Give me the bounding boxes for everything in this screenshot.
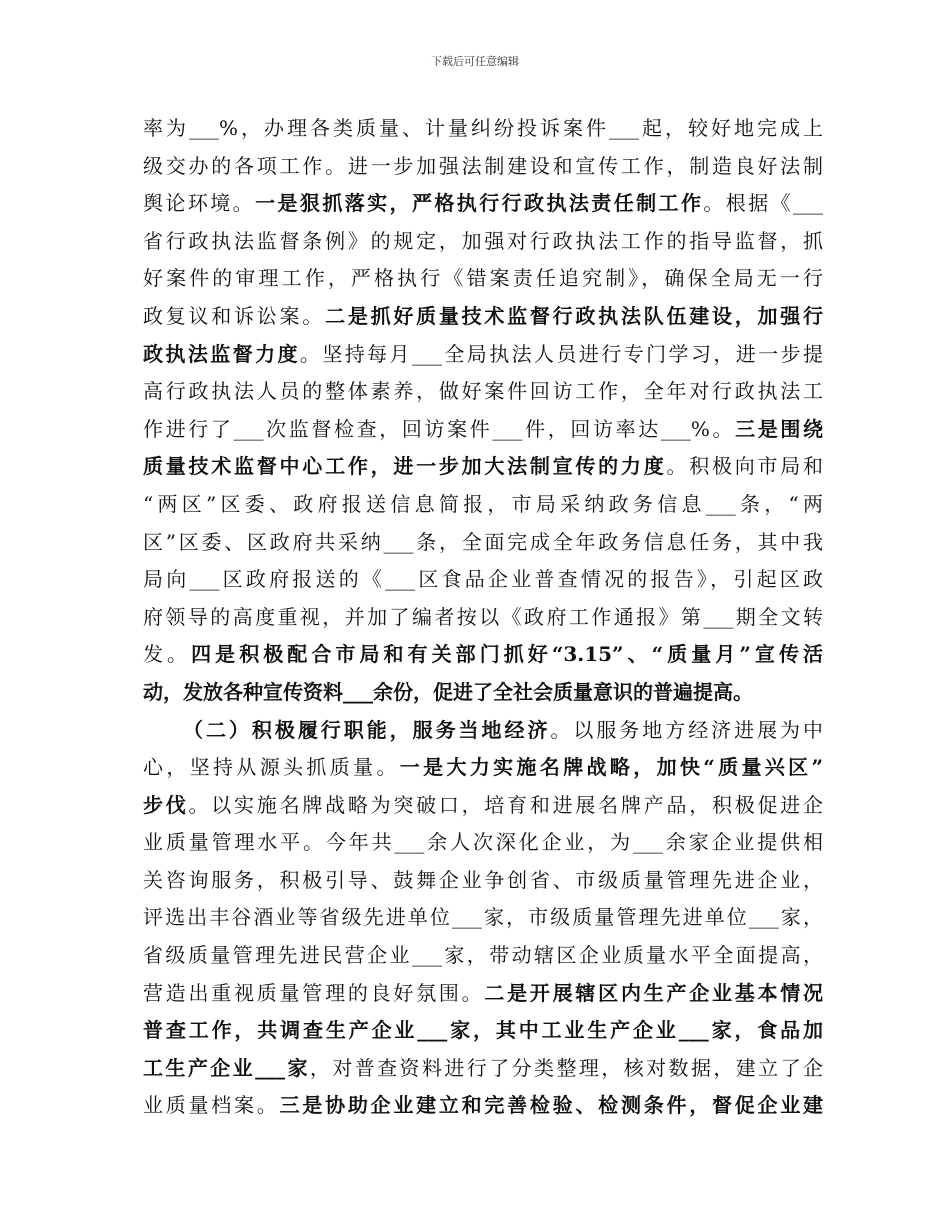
text-segment: 好案件的审理工作，严格执行《错案责任追究制》，确保全局无一行 bbox=[143, 266, 823, 291]
text-line bbox=[143, 975, 823, 1013]
text-segment: 发。 bbox=[143, 642, 192, 667]
text-line bbox=[143, 373, 823, 411]
document-body bbox=[143, 110, 823, 1125]
text-line bbox=[143, 787, 823, 825]
text-line bbox=[143, 448, 823, 486]
text-segment: 营造出重视质量管理的良好氛围。 bbox=[143, 980, 485, 1005]
text-line bbox=[143, 486, 823, 524]
bold-text-segment: 普查工作，共调查生产企业___家，其中工业生产企业___家，食品加 bbox=[143, 1018, 823, 1043]
bold-text-segment: 一是大力实施名牌战略，加快“质量兴区” bbox=[399, 755, 823, 780]
bold-text-segment: 动，发放各种宣传资料___余份，促进了全社会质量意识的普遍提高。 bbox=[143, 679, 753, 704]
bold-text-segment: 工生产企业___家 bbox=[143, 1055, 310, 1080]
bold-text-segment: 二是抓好质量技术监督行政执法队伍建设，加强行 bbox=[325, 303, 823, 328]
bold-text-segment: 四是积极配合市局和有关部门抓好“3.15”、“质量月”宣传活 bbox=[191, 642, 823, 667]
text-segment: “两区”区委、政府报送信息简报，市局采纳政务信息___条，“两 bbox=[143, 491, 823, 516]
text-segment: 评选出丰谷酒业等省级先进单位___家，市级质量管理先进单位___家， bbox=[143, 905, 823, 930]
text-segment: 作进行了___次监督检查，回访案件___件，回访率达___%。 bbox=[143, 416, 736, 441]
text-line bbox=[143, 824, 823, 862]
bold-text-segment: 二是开展辖区内生产企业基本情况 bbox=[484, 980, 823, 1005]
bold-text-segment: 政执法监督力度 bbox=[143, 341, 300, 366]
text-line bbox=[143, 1087, 823, 1125]
text-line bbox=[143, 862, 823, 900]
text-line bbox=[143, 899, 823, 937]
text-line bbox=[143, 260, 823, 298]
text-line bbox=[143, 411, 823, 449]
text-segment: 区”区委、区政府共采纳___条，全面完成全年政务信息任务，其中我 bbox=[143, 529, 823, 554]
text-segment: 。以实施名牌战略为突破口，培育和进展名牌产品，积极促进企 bbox=[188, 792, 823, 817]
text-segment: 省行政执法监督条例》的规定，加强对行政执法工作的指导监督，抓 bbox=[143, 228, 823, 253]
text-segment: 。积极向市局和 bbox=[666, 454, 823, 479]
bold-text-segment: 质量技术监督中心工作，进一步加大法制宣传的力度 bbox=[143, 454, 667, 479]
bold-text-segment: 三是围绕 bbox=[735, 416, 823, 441]
text-segment: 舆论环境。 bbox=[143, 191, 256, 216]
text-line bbox=[143, 937, 823, 975]
text-segment: 关咨询服务，积极引导、鼓舞企业争创省、市级质量管理先进企业， bbox=[143, 867, 823, 892]
text-line bbox=[143, 1050, 823, 1088]
text-segment: 省级质量管理先进民营企业___家，带动辖区企业质量水平全面提高， bbox=[143, 943, 823, 968]
text-segment: 高行政执法人员的整体素养，做好案件回访工作，全年对行政执法工 bbox=[143, 379, 823, 404]
page-header: 下载后可任意编辑 bbox=[431, 55, 519, 68]
bold-text-segment: 三是协助企业建立和完善检验、检测条件，督促企业建 bbox=[279, 1093, 823, 1118]
text-segment: 级交办的各项工作。进一步加强法制建设和宣传工作，制造良好法制 bbox=[143, 153, 823, 178]
text-segment: 。根据《___ bbox=[703, 191, 823, 216]
text-segment: 局向___区政府报送的《___区食品企业普查情况的报告》，引起区政 bbox=[143, 567, 823, 592]
text-segment: 心，坚持从源头抓质量。 bbox=[143, 755, 400, 780]
text-segment: 府领导的高度重视，并加了编者按以《政府工作通报》第___期全文转 bbox=[143, 604, 823, 629]
text-segment: 业质量档案。 bbox=[143, 1093, 280, 1118]
text-segment: 政复议和诉讼案。 bbox=[143, 303, 326, 328]
text-line bbox=[143, 749, 823, 787]
bold-text-segment: （二）积极履行职能，服务当地经济 bbox=[183, 717, 551, 742]
bold-text-segment: 一是狠抓落实，严格执行行政执法责任制工作 bbox=[255, 191, 704, 216]
text-line bbox=[143, 298, 823, 336]
text-line bbox=[143, 148, 823, 186]
text-line bbox=[143, 712, 823, 750]
text-line bbox=[143, 223, 823, 261]
text-line bbox=[143, 674, 823, 712]
text-line bbox=[143, 336, 823, 374]
text-line bbox=[143, 185, 823, 223]
text-segment: 率为___%，办理各类质量、计量纠纷投诉案件___起，较好地完成上 bbox=[143, 116, 823, 140]
text-line bbox=[143, 524, 823, 562]
text-line bbox=[143, 599, 823, 637]
text-line bbox=[143, 110, 823, 148]
text-segment: 。以服务地方经济进展为中 bbox=[550, 717, 823, 742]
text-segment: 业质量管理水平。今年共___余人次深化企业，为___余家企业提供相 bbox=[143, 830, 823, 855]
text-line bbox=[143, 561, 823, 599]
text-line bbox=[143, 1012, 823, 1050]
bold-text-segment: 步伐 bbox=[143, 792, 189, 817]
text-segment: ，对普查资料进行了分类整理，核对数据，建立了企 bbox=[309, 1055, 823, 1080]
text-segment: 。坚持每月___全局执法人员进行专门学习，进一步提 bbox=[299, 341, 823, 366]
text-line bbox=[143, 636, 823, 674]
